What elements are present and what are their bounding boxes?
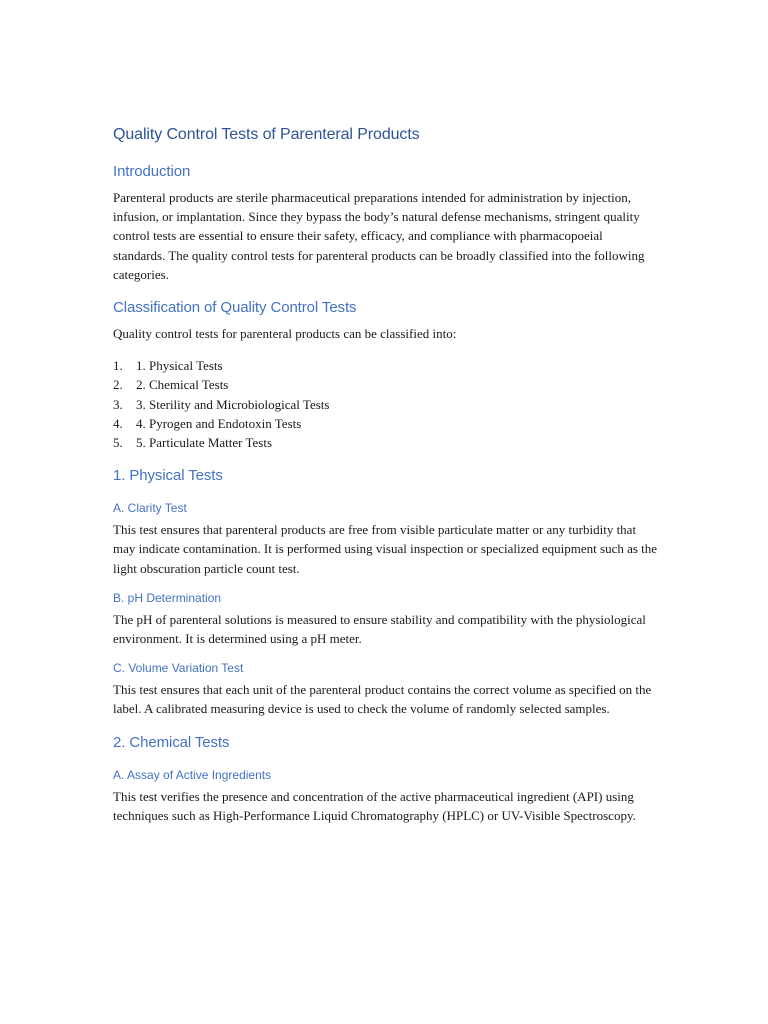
list-item-text: 4. Pyrogen and Endotoxin Tests (136, 415, 302, 431)
clarity-test-paragraph: This test ensures that parenteral products are free from visible particulate matter or any turbidity that may indicate contamination. It is performed using visual inspection or specialized equipment such as the light obscuration particle count test. (113, 522, 658, 576)
introduction-heading: Introduction (113, 163, 191, 180)
volume-variation-paragraph: This test ensures that each unit of the parenteral product contains the correct volume as specified on the label. A calibrated measuring device is used to check the volume of randomly selected samples. (113, 682, 652, 717)
document-content (113, 124, 658, 825)
ph-determination-heading: B. pH Determination (113, 590, 222, 605)
chemical-tests-heading: 2. Chemical Tests (113, 733, 230, 751)
list-item (113, 356, 658, 375)
classification-list (113, 356, 658, 452)
assay-paragraph: This test verifies the presence and concentration of the active pharmaceutical ingredient (API) using techniques such as High-Performance Liquid Chromatography (HPLC) or UV-Visible Spectroscopy. (113, 788, 636, 823)
list-item (113, 433, 658, 452)
list-item (113, 375, 658, 394)
document-title: Quality Control Tests of Parenteral Products (113, 126, 420, 143)
introduction-paragraph: Parenteral products are sterile pharmaceutical preparations intended for administration by injection, infusion, or implantation. Since they bypass the body’s natural defense mechanisms, stringent quality control tests are essential to ensure their safety, efficacy, and compliance with pharmacopoeial standards. The quality control tests for parenteral products can be broadly classified into the following categories. (113, 190, 645, 282)
list-item-text: 1. Physical Tests (136, 358, 223, 374)
clarity-test-heading: A. Clarity Test (113, 501, 187, 516)
list-item-marker: 3. (113, 396, 123, 412)
list-item-text: 2. Chemical Tests (136, 377, 229, 393)
volume-variation-heading: C. Volume Variation Test (113, 661, 244, 676)
list-item (113, 414, 658, 433)
assay-heading: A. Assay of Active Ingredients (113, 767, 272, 782)
list-item-marker: 1. (113, 358, 123, 374)
classification-heading: Classification of Quality Control Tests (113, 299, 357, 317)
ph-determination-paragraph: The pH of parenteral solutions is measured to ensure stability and compatibility with the physiological environment. It is determined using a pH meter. (113, 611, 646, 647)
list-item-text: 3. Sterility and Microbiological Tests (136, 396, 330, 412)
list-item (113, 395, 658, 414)
list-item-marker: 2. (113, 377, 123, 393)
list-item-text: 5. Particulate Matter Tests (136, 435, 273, 451)
classification-intro: Quality control tests for parenteral products can be classified into: (113, 326, 457, 342)
physical-tests-heading: 1. Physical Tests (113, 467, 223, 485)
list-item-marker: 4. (113, 415, 123, 431)
list-item-marker: 5. (113, 435, 123, 451)
